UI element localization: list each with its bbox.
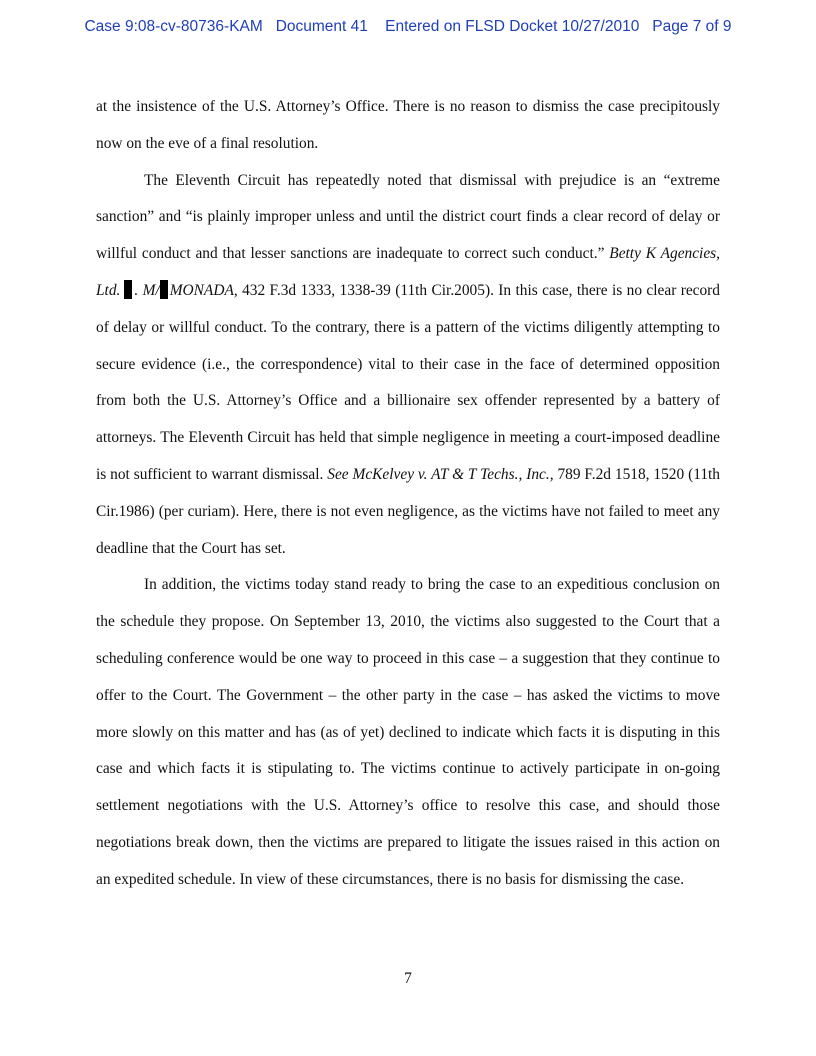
redaction-box	[124, 280, 132, 299]
citation-mckelvey: See McKelvey v. AT & T Techs., Inc.,	[327, 465, 554, 483]
paragraph-3: In addition, the victims today stand ready to bring the case to an expeditious conclusion on the schedule they propose. On September 13, 2010, the victims also suggested to the Court that a scheduling conference would be one way to proceed in this case – a suggestion that they continue to offer to the Court. The Government – the other party in the case – has asked the victims to move more slowly on this matter and has (as of yet) declined to indicate which facts it is disputing in this case and which facts it is stipulating to. The victims continue to actively participate in on-going settlement negotiations with the U.S. Attorney’s office to resolve this case, and should those negotiations break down, then the victims are prepared to litigate the issues raised in this action on an expedited schedule. In view of these circumstances, there is no basis for dismissing the case.	[96, 576, 720, 888]
citation-betty-k: Betty K Agencies, Ltd.	[96, 245, 720, 299]
citation-monada: MONADA,	[169, 281, 238, 299]
paragraph-2	[96, 163, 720, 568]
docket-header-stamp: Case 9:08-cv-80736-KAM Document 41 Entered on FLSD Docket 10/27/2010 Page 7 of 9	[84, 18, 732, 35]
document-body	[96, 89, 720, 899]
paragraph-1: at the insistence of the U.S. Attorney’s Office. There is no reason to dismiss the case precipitously now on the eve of a final resolution.	[96, 98, 720, 152]
paragraph-2-text-a: The Eleventh Circuit has repeatedly noted that dismissal with prejudice is an “extreme sanction” and “is plainly improper unless and until the district court finds a clear record of delay or willful conduct and that lesser sanctions are inadequate to correct such conduct.”	[96, 171, 720, 263]
page-number: 7	[404, 970, 412, 987]
redaction-box	[160, 280, 168, 299]
paragraph-2-text-b: 432 F.3d 1333, 1338-39 (11th Cir.2005). In this case, there is no clear record of delay or willful conduct. To the contrary, there is a pattern of the victims diligently attempting to secure evidence (i.e., the correspondence) vital to their case in the face of determined opposition from both the U.S. Attorney’s Office and a billionaire sex offender represented by a battery of attorneys. The Eleventh Circuit has held that simple negligence in meeting a court-imposed deadline is not sufficient to warrant dismissal.	[96, 281, 721, 483]
citation-betty-k-mid: . M/	[134, 281, 160, 299]
paragraph-2-text-c: 789 F.2d 1518, 1520 (11th Cir.1986) (per curiam). Here, there is not even negligence, as the victims have not failed to meet any deadline that the Court has set.	[96, 465, 720, 557]
